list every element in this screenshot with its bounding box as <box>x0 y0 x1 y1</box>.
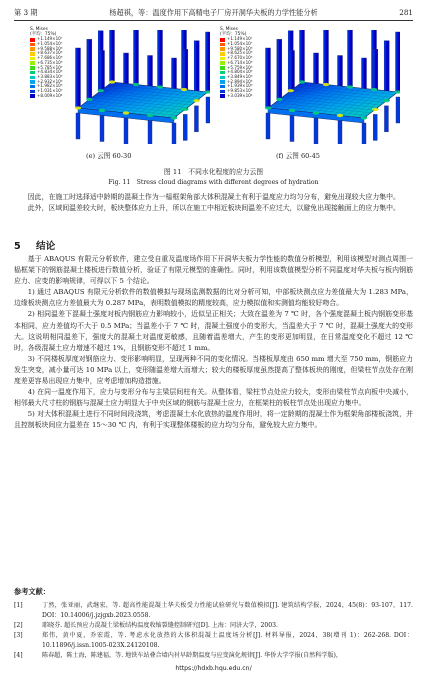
reference-number: [1] <box>14 602 23 609</box>
reference-number: [4] <box>14 652 23 660</box>
section-heading <box>14 238 55 252</box>
legend-swatch <box>220 71 225 75</box>
column-highlight <box>206 32 208 92</box>
legend-swatch <box>220 47 225 51</box>
legend-value: +1.031×10⁶ <box>37 87 63 93</box>
references-heading: 参考文献： <box>14 587 50 596</box>
column <box>76 48 81 108</box>
stress-hotspot <box>157 85 163 88</box>
legend-title: S, Mises <box>220 27 238 32</box>
legend-swatch <box>30 61 35 65</box>
figure-panel-f <box>220 28 400 162</box>
legend-swatch <box>220 76 225 80</box>
conclusion-text <box>14 254 413 432</box>
reference-item <box>14 601 413 621</box>
legend-value: +1.939×10⁶ <box>227 83 253 89</box>
stress-cloud-model <box>70 30 210 144</box>
stress-hotspot <box>323 83 329 86</box>
figure-11 <box>30 28 400 162</box>
reference-item <box>14 621 413 631</box>
legend-value: +1.982×10⁶ <box>37 83 63 89</box>
legend-value: +3.883×10⁶ <box>37 73 63 79</box>
column-highlight <box>266 48 268 108</box>
lower-column <box>338 121 342 145</box>
stress-hotspot <box>75 106 81 109</box>
stress-hotspot <box>97 89 103 92</box>
column-highlight <box>110 30 112 82</box>
legend-value: +2.932×10⁶ <box>37 78 63 84</box>
legend-swatch <box>220 38 225 42</box>
reference-text: 丁然，张亚丽，武继宏，等. 超高性能混凝土华夫板受力性能试验研究与数值模拟[J]. 建筑结构学报，2024，45(8)：93-107，117. DOI：10.14006/j.jzjgxb.2023.0558. <box>42 602 413 620</box>
lower-column <box>124 118 128 144</box>
legend-value: +6.735×10⁶ <box>37 59 63 65</box>
legend-value: +8.009×10⁴ <box>37 92 63 98</box>
paragraph: 1) 通过 ABAQUS 有限元分析软件的数值模拟与现场监测数据的比对分析可知，中部板块测点应力差值最大为 1.283 MPa，边缘板块测点应力差值最大为 0.287 MPa，表明数值模拟的精度较高，应力模拟值和实测值均能较好吻合。 <box>14 288 413 308</box>
legend-swatch <box>30 66 35 70</box>
column <box>158 30 163 87</box>
legend-value: +7.670×10⁶ <box>227 55 253 61</box>
reference-number: [2] <box>14 622 23 630</box>
legend-subtitle: (平均：75%) <box>30 31 57 37</box>
legend-value: +4.834×10⁶ <box>37 69 63 75</box>
lower-column <box>206 97 210 123</box>
legend-value: +5.785×10⁶ <box>37 64 63 70</box>
figure-caption-en: Fig. 11 Stress cloud diagrams with different degrees of hydration <box>108 179 319 186</box>
legend-swatch <box>220 43 225 47</box>
legend-swatch <box>30 80 35 84</box>
paragraph: 2) 相同温差下混凝土强度对板内钢筋应力影响较小，近似呈正相关；大致在温差为 7 ℃ 时，各个强度混凝土板内钢筋变形基本相同，应力差值均不大于 0.5 MPa；当温差小于 7 ℃ 时，混凝土强度小的变形大，当温差大于 7 ℃ 时，混凝土强度大的变形大。这说明相同温差下，强度大的混凝土对温度更敏感，且随着温差增大，产生的变形更加明显，在日常温度变化不超过 12 ℃ 时，各级混凝土应力增速不超过 1%，且钢筋变形不超过 1 mm。 <box>14 310 413 352</box>
lower-column <box>100 116 104 142</box>
column <box>206 32 211 92</box>
column-highlight <box>396 32 398 92</box>
legend-value: +7.686×10⁶ <box>37 55 63 61</box>
legend-value: +8.625×10⁶ <box>227 50 253 56</box>
reference-text: 耶晓芬. 超长预应力混凝土梁板结构温度收缩裂缝控制研究[D]. 上海：同济大学，2003. <box>42 622 278 630</box>
column-highlight <box>300 30 302 82</box>
legend-value: +1.149×10⁷ <box>37 36 63 42</box>
column <box>396 32 401 92</box>
paragraph: 4) 在同一温度作用下，应力与变形分布与主梁层间柱有关。从整体看，梁柱节点处应力较大，变形由梁柱节点向板中央减小，相邻最大尺寸柱的钢筋与混凝土应力明显大于中央区域的钢筋与混凝土应力，在框架柱的板柱节点处出现应力集中。 <box>14 388 413 408</box>
column-highlight <box>76 48 78 108</box>
legend-value: +4.804×10⁶ <box>227 69 253 75</box>
legend-value: +3.849×10⁶ <box>227 73 253 79</box>
legend-swatch <box>30 57 35 61</box>
lower-column <box>314 118 318 144</box>
legend-swatch <box>220 90 225 94</box>
intro-text <box>14 192 413 214</box>
paragraph: 3) 不同楼板厚度对钢筋应力、变形影响明显，呈现两种不同的变化情况。当楼板厚度由 650 mm 增大至 750 mm，钢筋应力发生突变，减小量可达 10 MPa 以上，变形随温差增大而增大；较大的楼板厚度虽然提高了整体板块的刚度，但梁柱节点处存在刚度差更容易出现应力集中，应考虑增加构造措施。 <box>14 354 413 386</box>
header-rule <box>14 20 413 21</box>
stress-hotspot <box>265 106 271 109</box>
legend-value: +1.149×10⁷ <box>227 36 253 42</box>
column-highlight <box>324 30 326 85</box>
reference-list <box>14 601 413 662</box>
stress-hotspot <box>99 109 105 112</box>
stress-hotspot <box>171 116 177 119</box>
stress-hotspot <box>123 111 129 114</box>
column-highlight <box>277 39 279 99</box>
stress-hotspot <box>133 83 139 86</box>
page-number: 281 <box>399 8 413 17</box>
legend-title: S, Mises <box>30 27 48 32</box>
column <box>300 30 305 82</box>
reference-item <box>14 651 413 661</box>
column-highlight <box>87 39 89 99</box>
stress-hotspot <box>147 114 153 117</box>
legend-swatch <box>220 80 225 84</box>
legend-swatch <box>30 94 35 98</box>
stress-hotspot <box>299 80 305 83</box>
column <box>324 30 329 85</box>
stress-hotspot <box>371 88 377 91</box>
lower-column <box>172 123 176 144</box>
legend-value: +2.894×10⁶ <box>227 78 253 84</box>
legend-value: +3.039×10⁴ <box>227 92 253 98</box>
column <box>110 30 115 82</box>
lower-column <box>384 106 388 132</box>
column <box>348 30 353 87</box>
legend-swatch <box>30 43 35 47</box>
legend-swatch <box>30 90 35 94</box>
legend-swatch <box>30 71 35 75</box>
legend-value: +9.853×10⁵ <box>227 87 253 93</box>
lower-column <box>362 123 366 144</box>
column <box>134 30 139 85</box>
legend-swatch <box>220 66 225 70</box>
issue-number: 第 3 期 <box>14 8 38 17</box>
legend-value: +9.580×10⁶ <box>227 45 253 51</box>
reference-text: 郑伟，黄中夏，乔宏霞，等. 考虑水化放热的大体积混凝土温度场分析[J]. 材料导报，2024，38(增刊 1)：262-268. DOI：10.11896/j.issn.1005-023X.24120108. <box>42 632 413 650</box>
figure-caption-zh: 图 11 不同水化程度的应力云图 <box>163 168 264 176</box>
lower-column <box>290 116 294 142</box>
reference-number: [3] <box>14 632 23 640</box>
stress-hotspot <box>313 111 319 114</box>
legend-swatch <box>30 85 35 89</box>
column <box>277 39 282 99</box>
legend-swatch <box>30 47 35 51</box>
lower-column <box>148 121 152 145</box>
column-highlight <box>134 30 136 85</box>
reference-item <box>14 631 413 651</box>
legend-value: +6.714×10⁶ <box>227 59 253 65</box>
lower-column <box>266 113 270 139</box>
stress-cloud-model <box>260 30 400 144</box>
legend-swatch <box>220 52 225 56</box>
lower-column <box>373 114 377 140</box>
legend-swatch <box>220 57 225 61</box>
legend-value: +8.637×10⁶ <box>37 50 63 56</box>
stress-hotspot <box>383 99 389 102</box>
legend-swatch <box>220 85 225 89</box>
paragraph: 因此，在施工时选择适中龄期的混凝土作为一榀框架角部大体积混凝土有利于温度应力均匀分布，避免出现较大应力集中。 <box>27 193 400 201</box>
legend-swatch <box>220 94 225 98</box>
column-highlight <box>348 30 350 87</box>
stress-hotspot <box>182 108 188 111</box>
legend-swatch <box>220 61 225 65</box>
stress-hotspot <box>109 80 115 83</box>
running-title: 杨超祺，等：温度作用下高精电子厂房开洞华夫板的力学性能分析 <box>109 8 318 17</box>
paragraph: 基于 ABAQUS 有限元分析软件，建立受自重及温度场作用下开洞华夫板力学性能的数值分析模型，利用该模型对测点周围一榀框架下的钢筋混凝土楼板进行数值分析，验证了有限元模型的准确性。同时，利用该数值模型分析不同温度对华夫板与板内钢筋应力、应变的影响规律，可得以下 5 个结论。 <box>14 255 413 286</box>
legend-swatch <box>30 52 35 56</box>
lower-column <box>194 106 198 132</box>
stress-hotspot <box>347 85 353 88</box>
paragraph: 5) 对大体积混凝土进行不同时间段浇筑，考虑混凝土水化放热的温度作用时，将一定龄期的混凝土作为框架角部楼板浇筑，并且控制板块间应力温差在 15～30 ℃ 内，有利于实现整体楼板的应力均匀分布，避免较大应力集中。 <box>14 410 413 430</box>
column <box>266 48 271 108</box>
stress-hotspot <box>193 99 199 102</box>
reference-text: 陈春超，陈士海，陈建福，等. 地铁车站叠合墙内衬早龄期温度与应变演化规律[J]. 华侨大学学报(自然科学版)， <box>42 652 343 660</box>
stress-hotspot <box>372 108 378 111</box>
legend-swatch <box>30 76 35 80</box>
stress-hotspot <box>181 88 187 91</box>
page-header <box>14 6 413 20</box>
column-highlight <box>158 30 160 87</box>
legend-swatch <box>30 38 35 42</box>
lower-column <box>76 113 80 139</box>
stress-hotspot <box>287 89 293 92</box>
legend-value: +1.054×10⁷ <box>37 41 63 47</box>
stress-hotspot <box>289 109 295 112</box>
legend-value: +9.588×10⁶ <box>37 45 63 51</box>
stress-hotspot <box>361 116 367 119</box>
legend-value: +1.054×10⁷ <box>227 41 253 47</box>
stress-hotspot <box>276 98 282 101</box>
column <box>87 39 92 99</box>
section-title: 结论 <box>36 241 56 252</box>
subfigure-caption: (f) 云图 60-45 <box>276 152 320 160</box>
stress-hotspot <box>337 114 343 117</box>
paragraph: 此外，区域间温差较大时，板块整体应力上升，所以在施工中相近板块间温差不应过大，以避免出现接触面上的应力集中。 <box>27 204 400 213</box>
lower-column <box>183 114 187 140</box>
footer-url: https://hdxb.hqu.edu.cn/ <box>175 665 252 672</box>
lower-column <box>396 97 400 123</box>
section-number: 5 <box>14 241 21 252</box>
subfigure-caption: (e) 云图 60-30 <box>86 152 132 160</box>
legend-value: +5.759×10⁶ <box>227 64 253 70</box>
stress-hotspot <box>86 98 92 101</box>
figure-panel-e <box>30 28 210 162</box>
legend-subtitle: (平均：75%) <box>220 31 247 37</box>
